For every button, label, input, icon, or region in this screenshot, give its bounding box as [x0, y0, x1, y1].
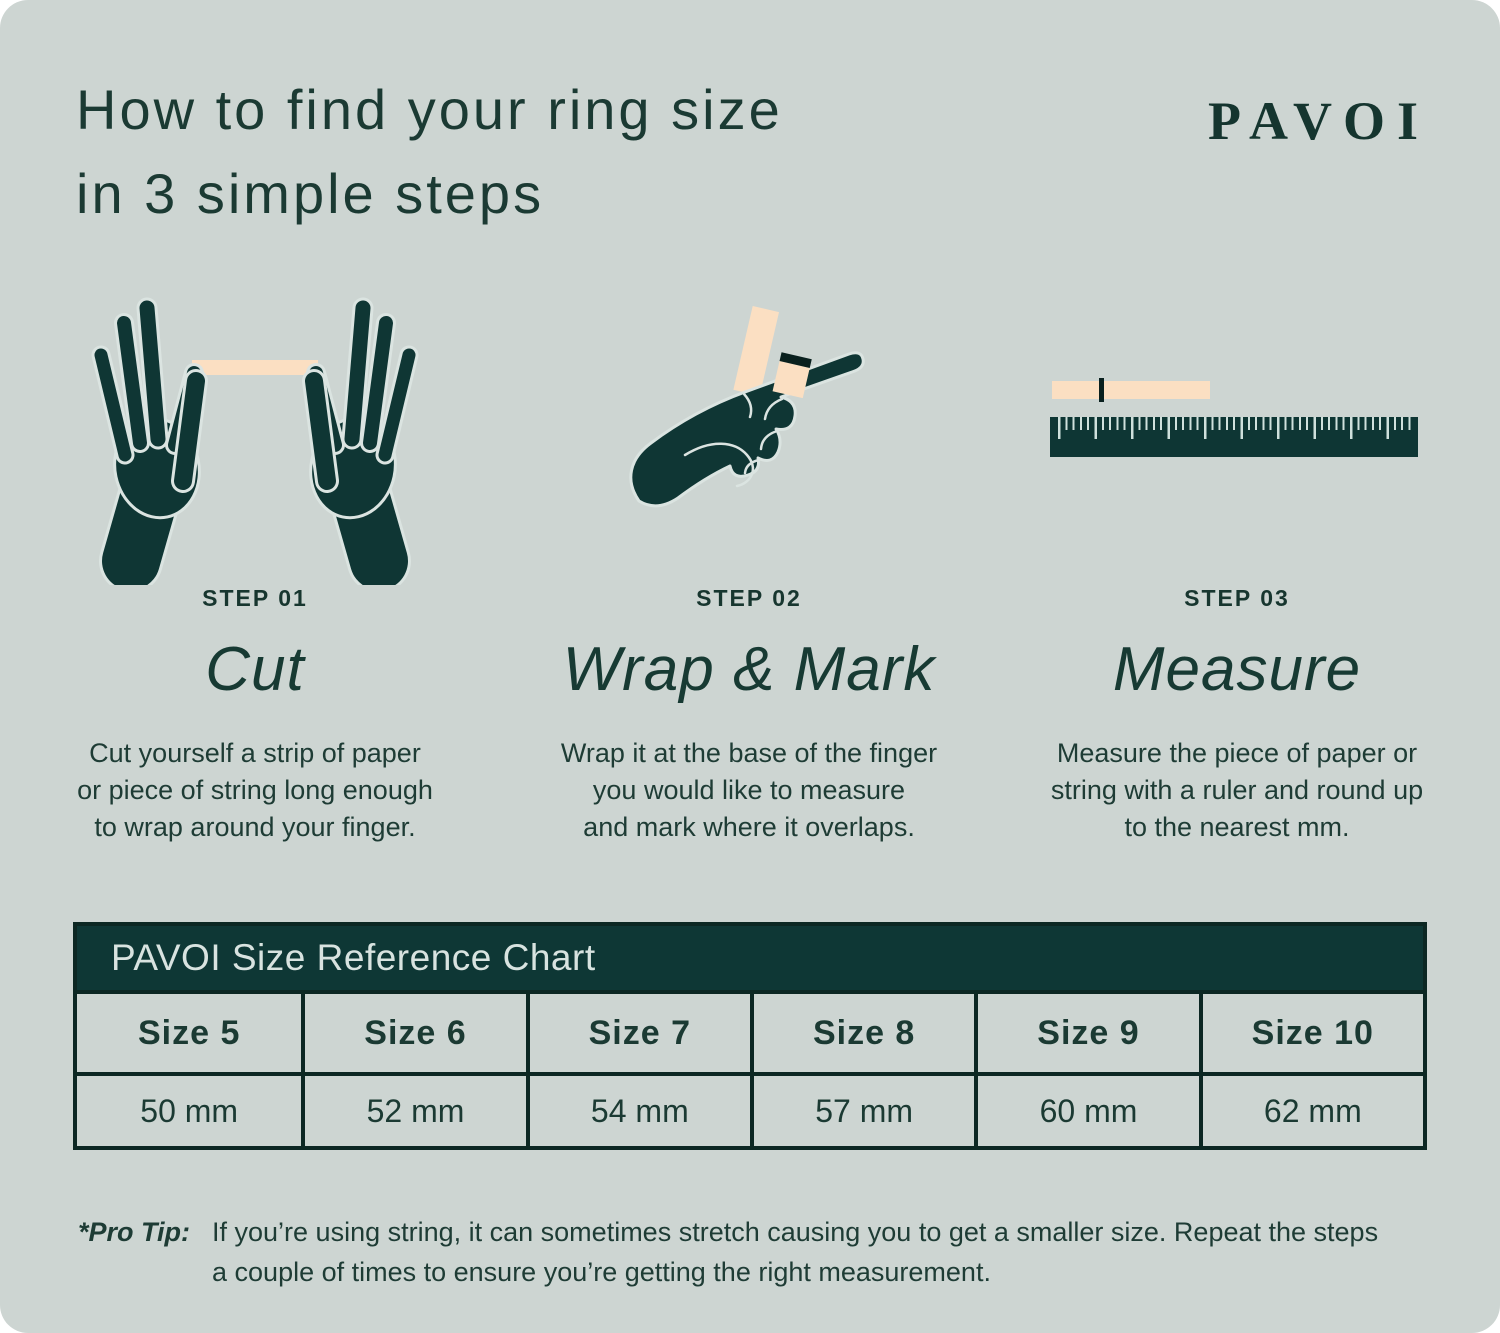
step-1-title: Cut: [205, 635, 305, 704]
step-2-illustration: [539, 293, 959, 585]
page-title-line-2: in 3 simple steps: [76, 162, 545, 225]
two-hands-holding-paper-strip-icon: [45, 293, 465, 585]
step-3-label: STEP 03: [1184, 585, 1290, 611]
step-1-label: STEP 01: [202, 585, 308, 611]
step-1-description: Cut yourself a strip of paper or piece of string long enough to wrap around your finger.: [77, 738, 433, 842]
page-title-line-1: How to find your ring size: [76, 78, 783, 141]
step-3-illustration: [1027, 293, 1447, 585]
step-1-section: [45, 293, 465, 846]
paper-strip: [1052, 381, 1210, 399]
page-title: [76, 68, 783, 236]
hand-with-wrapped-paper-strip-icon: [539, 293, 959, 585]
ruler-icon: [1050, 417, 1418, 457]
size-column-header: Size 10: [1199, 990, 1423, 1072]
pro-tip-text: If you’re using string, it can sometimes stretch causing you to get a smaller size. Repeat the steps a couple of times to ensure you’re getting the right measurement.: [212, 1217, 1379, 1287]
size-value-cell: 60 mm: [974, 1072, 1198, 1146]
pro-tip: [78, 1212, 1378, 1292]
size-column-header: Size 9: [974, 990, 1198, 1072]
size-column-header: Size 8: [750, 990, 974, 1072]
size-value-cell: 57 mm: [750, 1072, 974, 1146]
size-value-cell: 52 mm: [301, 1072, 525, 1146]
paper-strip-mark: [1099, 378, 1104, 402]
size-column-header: Size 6: [301, 990, 525, 1072]
step-3-title: Measure: [1112, 635, 1362, 704]
size-column-header: Size 5: [77, 990, 301, 1072]
size-column-header: Size 7: [526, 990, 750, 1072]
step-2-title: Wrap & Mark: [562, 635, 936, 704]
step-2-section: [539, 293, 959, 846]
step-3-section: [1027, 293, 1447, 846]
step-1-illustration: [45, 293, 465, 585]
size-value-cell: 50 mm: [77, 1072, 301, 1146]
size-value-cell: 54 mm: [526, 1072, 750, 1146]
size-chart-header-row: [77, 990, 1423, 1072]
size-reference-chart: [73, 922, 1427, 1150]
size-value-cell: 62 mm: [1199, 1072, 1423, 1146]
step-3-description: Measure the piece of paper or string with a ruler and round up to the nearest mm.: [1050, 738, 1424, 842]
pro-tip-label: *Pro Tip:: [78, 1217, 191, 1247]
brand-logo: PAVOI: [1208, 91, 1430, 151]
ruler-major-ticks: [1058, 417, 1414, 439]
step-2-description: Wrap it at the base of the finger you would like to measure and mark where it overlaps.: [560, 738, 938, 842]
size-chart-title: PAVOI Size Reference Chart: [77, 926, 1423, 990]
size-chart-value-row: [77, 1072, 1423, 1146]
step-2-label: STEP 02: [696, 585, 802, 611]
